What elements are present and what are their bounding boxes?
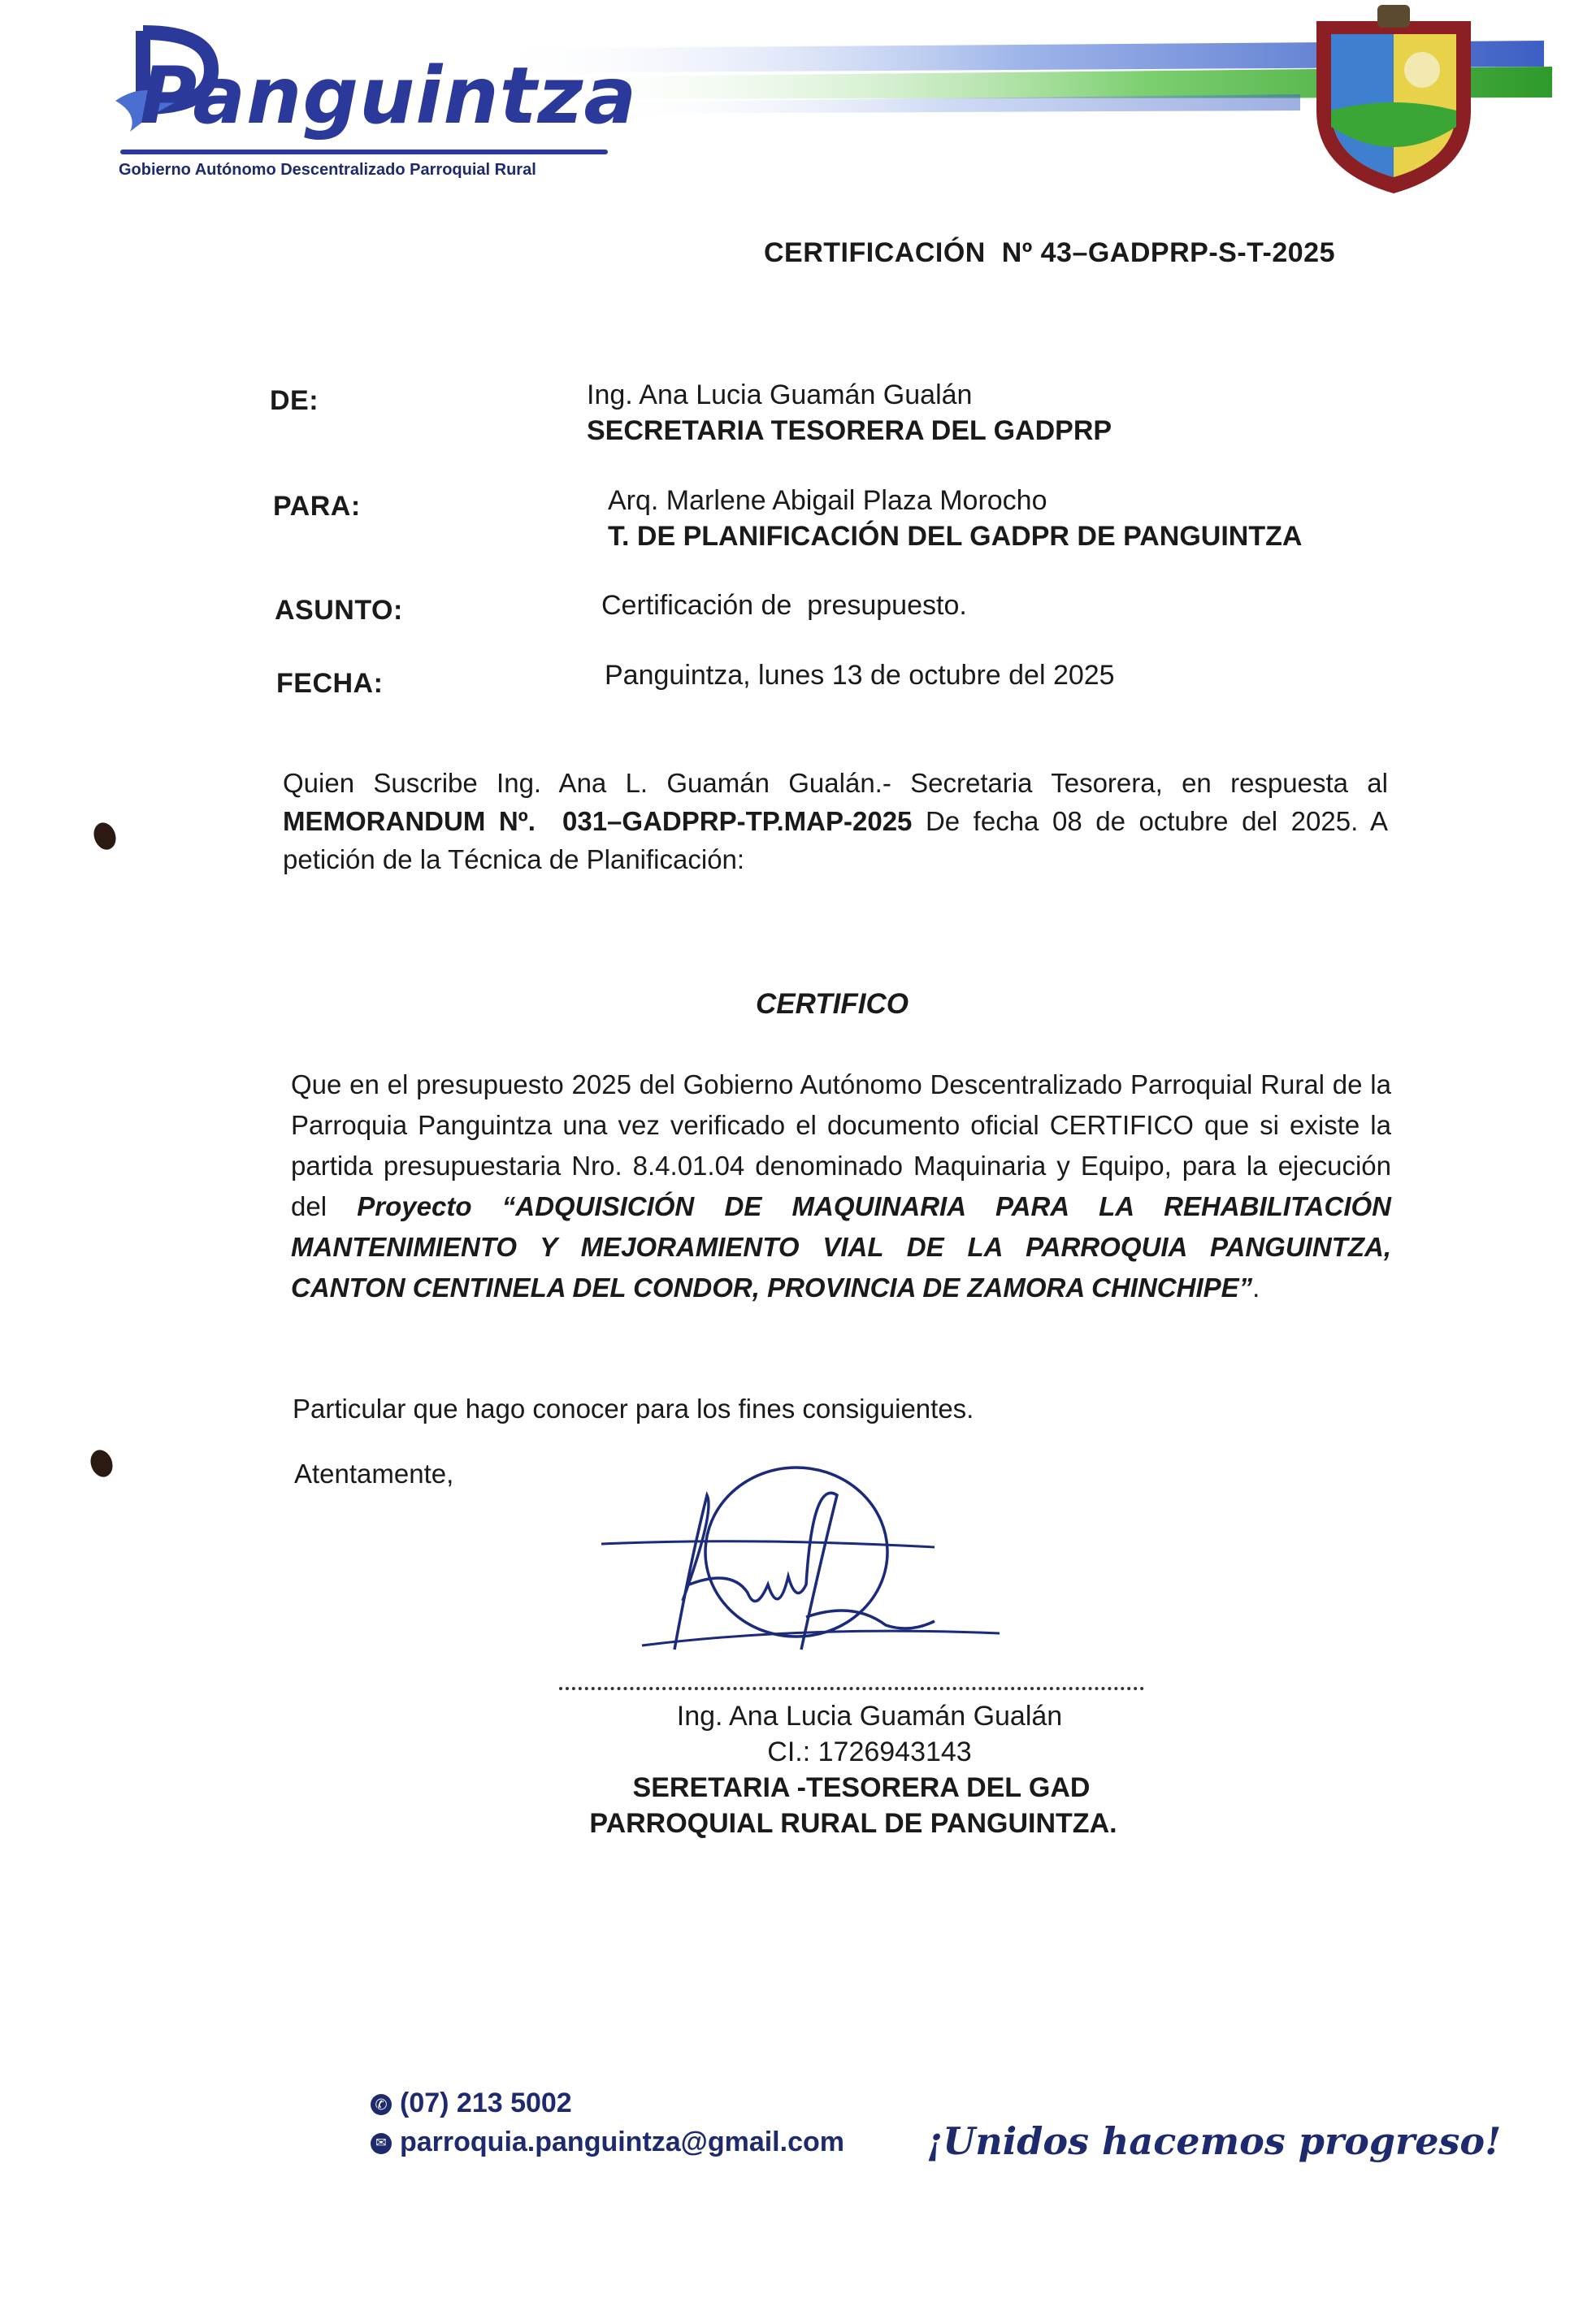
de-name: Ing. Ana Lucia Guamán Gualán [587,379,973,410]
fecha-label: FECHA: [276,668,384,699]
phone-icon: ✆ [371,2094,392,2115]
para-role: T. DE PLANIFICACIÓN DEL GADPR DE PANGUINTZA [608,521,1303,552]
email-row [371,2122,844,2161]
signature-block [536,1698,1170,1841]
body-paragraph [291,1064,1391,1308]
closing-line: Particular que hago conocer para los fines consiguientes. [293,1394,974,1424]
signer-title-2: PARROQUIAL RURAL DE PANGUINTZA. [589,1808,1117,1839]
handwritten-signature [593,1463,1016,1682]
para-name: Arq. Marlene Abigail Plaza Morocho [608,485,1047,516]
intro-paragraph [283,764,1388,878]
signer-name: Ing. Ana Lucia Guamán Gualán [676,1701,1063,1732]
fecha-value: Panguintza, lunes 13 de octubre del 2025 [605,660,1115,691]
asunto-label: ASUNTO: [275,595,403,626]
signer-ci: CI.: 1726943143 [767,1736,972,1767]
body-end: . [1252,1273,1260,1303]
logo-text: Panguintza [140,50,638,141]
letterhead [0,0,1596,211]
body-part1: Que en el presupuesto 2025 del Gobierno Autónomo Descentralizado Parroquial Rural de la Parroquia Panguintza una vez verificado el documento oficial CERTIFICO que si existe la partida presupuestaria Nro. 8.4.01.04 denominado Maquinaria y Equipo, para la ejecución del [291,1069,1391,1221]
logo-subtitle: Gobierno Autónomo Descentralizado Parroquial Rural [119,161,536,179]
footer-slogan: ¡Unidos hacemos progreso! [926,2119,1502,2163]
logo-underline [120,150,608,154]
phone-row [371,2083,844,2122]
footer-contact [371,2083,844,2161]
para-value [608,483,1302,554]
punch-hole-top [90,820,119,853]
asunto-value: Certificación de presupuesto. [601,590,967,621]
certification-title: CERTIFICACIÓN Nº 43–GADPRP-S-T-2025 [764,237,1335,268]
phone-number: (07) 213 5002 [400,2088,572,2118]
de-role: SECRETARIA TESORERA DEL GADPRP [587,415,1112,446]
para-label: PARA: [273,491,361,522]
certifico-heading: CERTIFICO [756,988,909,1020]
salutation: Atentamente, [294,1459,454,1489]
email-icon: ✉ [371,2133,392,2154]
punch-hole-bottom [87,1447,116,1481]
project-name: “ADQUISICIÓN DE MAQUINARIA PARA LA REHABILITACIÓN MANTENIMIENTO Y MEJORAMIENTO VIAL DE LA PARROQUIA PANGUINTZA, CANTON CENTINELA DEL CONDOR, PROVINCIA DE ZAMORA CHINCHIPE” [291,1191,1391,1303]
coat-of-arms-icon [1300,5,1487,200]
de-label: DE: [270,385,319,416]
signer-title-1: SERETARIA -TESORERA DEL GAD [632,1772,1091,1803]
de-value [587,377,1112,449]
memo-reference: MEMORANDUM Nº. 031–GADPRP-TP.MAP-2025 [283,806,913,836]
email-address: parroquia.panguintza@gmail.com [400,2127,844,2157]
intro-part1: Quien Suscribe Ing. Ana L. Guamán Gualán.- Secretaria Tesorera, en respuesta al [283,768,1388,798]
signature-line [559,1687,1144,1690]
project-label: Proyecto [357,1191,472,1221]
intro-part2: De fecha 08 de octubre del 2025. A petición de la Técnica de Planificación: [283,806,1388,874]
